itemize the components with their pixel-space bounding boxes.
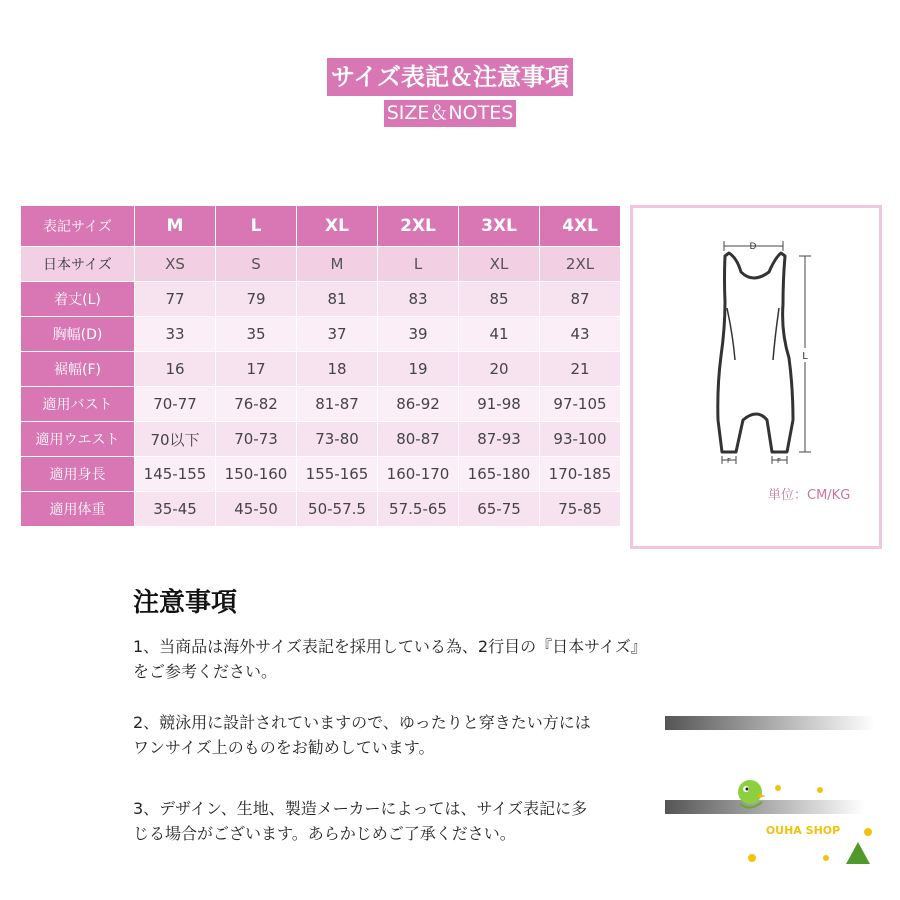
title-en-wrap bbox=[0, 100, 900, 127]
row-label: 適用体重 bbox=[21, 492, 135, 527]
table-cell: 35 bbox=[216, 317, 297, 352]
table-cell: 97-105 bbox=[540, 387, 621, 422]
table-cell: 80-87 bbox=[378, 422, 459, 457]
table-cell: 86-92 bbox=[378, 387, 459, 422]
note-line: 2、競泳用に設計されていますので、ゆったりと穿きたい方には bbox=[133, 713, 591, 732]
row-label: 適用身長 bbox=[21, 457, 135, 492]
faded-text-overlay bbox=[665, 716, 875, 730]
table-row bbox=[21, 282, 621, 317]
table-cell: 50-57.5 bbox=[297, 492, 378, 527]
table-cell: 155-165 bbox=[297, 457, 378, 492]
table-cell: 73-80 bbox=[297, 422, 378, 457]
size-table bbox=[20, 205, 621, 527]
table-row bbox=[21, 387, 621, 422]
table-row bbox=[21, 317, 621, 352]
title-jp-wrap bbox=[0, 58, 900, 96]
note-line: ワンサイズ上のものをお勧めしています。 bbox=[133, 738, 435, 757]
table-cell: 39 bbox=[378, 317, 459, 352]
table-cell: 17 bbox=[216, 352, 297, 387]
table-cell: M bbox=[297, 247, 378, 282]
size-header-cell: L bbox=[216, 206, 297, 247]
row-label: 日本サイズ bbox=[21, 247, 135, 282]
table-cell: 70-73 bbox=[216, 422, 297, 457]
table-cell: 19 bbox=[378, 352, 459, 387]
shop-logo-watermark bbox=[728, 772, 878, 872]
size-header-cell: 3XL bbox=[459, 206, 540, 247]
table-cell: S bbox=[216, 247, 297, 282]
row-label: 裾幅(F) bbox=[21, 352, 135, 387]
dimension-f-label: F bbox=[776, 457, 782, 465]
table-cell: 145-155 bbox=[135, 457, 216, 492]
table-cell: 70-77 bbox=[135, 387, 216, 422]
table-cell: 79 bbox=[216, 282, 297, 317]
note-item bbox=[133, 796, 587, 846]
dimension-d-label: D bbox=[749, 242, 757, 252]
table-cell: 150-160 bbox=[216, 457, 297, 492]
note-line: 3、デザイン、生地、製造メーカーによっては、サイズ表記に多 bbox=[133, 799, 588, 818]
table-cell: 81 bbox=[297, 282, 378, 317]
table-cell: 18 bbox=[297, 352, 378, 387]
table-cell: XL bbox=[459, 247, 540, 282]
notes-heading: 注意事項 bbox=[133, 588, 238, 618]
table-cell: 91-98 bbox=[459, 387, 540, 422]
row-label: 着丈(L) bbox=[21, 282, 135, 317]
table-cell: 77 bbox=[135, 282, 216, 317]
table-cell: 43 bbox=[540, 317, 621, 352]
row-label: 適用バスト bbox=[21, 387, 135, 422]
page-subtitle: SIZE＆NOTES bbox=[384, 100, 517, 127]
note-item bbox=[133, 634, 647, 684]
table-cell: 65-75 bbox=[459, 492, 540, 527]
table-cell: L bbox=[378, 247, 459, 282]
table-row bbox=[21, 457, 621, 492]
table-cell: 35-45 bbox=[135, 492, 216, 527]
dimension-l-label: L bbox=[802, 351, 808, 362]
table-cell: 81-87 bbox=[297, 387, 378, 422]
table-cell: 70以下 bbox=[135, 422, 216, 457]
note-item bbox=[133, 710, 591, 760]
table-cell: 33 bbox=[135, 317, 216, 352]
table-cell: 85 bbox=[459, 282, 540, 317]
row-label: 表記サイズ bbox=[21, 206, 135, 247]
table-cell: XS bbox=[135, 247, 216, 282]
row-label: 適用ウエスト bbox=[21, 422, 135, 457]
watermark-text: OUHA SHOP bbox=[765, 824, 841, 837]
note-line: をご参考ください。 bbox=[133, 662, 278, 681]
table-cell: 93-100 bbox=[540, 422, 621, 457]
page-title: サイズ表記＆注意事項 bbox=[327, 58, 573, 96]
table-cell: 2XL bbox=[540, 247, 621, 282]
unit-label: 単位：CM/KG bbox=[768, 488, 851, 503]
table-row bbox=[21, 492, 621, 527]
table-cell: 165-180 bbox=[459, 457, 540, 492]
size-header-cell: XL bbox=[297, 206, 378, 247]
table-cell: 16 bbox=[135, 352, 216, 387]
size-header-cell: 2XL bbox=[378, 206, 459, 247]
table-cell: 87-93 bbox=[459, 422, 540, 457]
note-line: 1、当商品は海外サイズ表記を採用している為、2行目の『日本サイズ』 bbox=[133, 637, 647, 656]
table-cell: 75-85 bbox=[540, 492, 621, 527]
table-cell: 45-50 bbox=[216, 492, 297, 527]
dimension-f-label: F bbox=[726, 457, 732, 465]
size-header-row bbox=[21, 206, 621, 247]
table-row bbox=[21, 352, 621, 387]
size-header-cell: M bbox=[135, 206, 216, 247]
table-cell: 20 bbox=[459, 352, 540, 387]
table-cell: 83 bbox=[378, 282, 459, 317]
row-label: 胸幅(D) bbox=[21, 317, 135, 352]
table-cell: 21 bbox=[540, 352, 621, 387]
table-cell: 170-185 bbox=[540, 457, 621, 492]
swimsuit-diagram-panel bbox=[630, 205, 882, 549]
table-cell: 160-170 bbox=[378, 457, 459, 492]
note-line: じる場合がございます。あらかじめご了承ください。 bbox=[133, 824, 516, 843]
table-cell: 87 bbox=[540, 282, 621, 317]
table-cell: 57.5-65 bbox=[378, 492, 459, 527]
table-cell: 76-82 bbox=[216, 387, 297, 422]
table-row bbox=[21, 422, 621, 457]
table-cell: 37 bbox=[297, 317, 378, 352]
size-header-cell: 4XL bbox=[540, 206, 621, 247]
table-row bbox=[21, 247, 621, 282]
table-cell: 41 bbox=[459, 317, 540, 352]
